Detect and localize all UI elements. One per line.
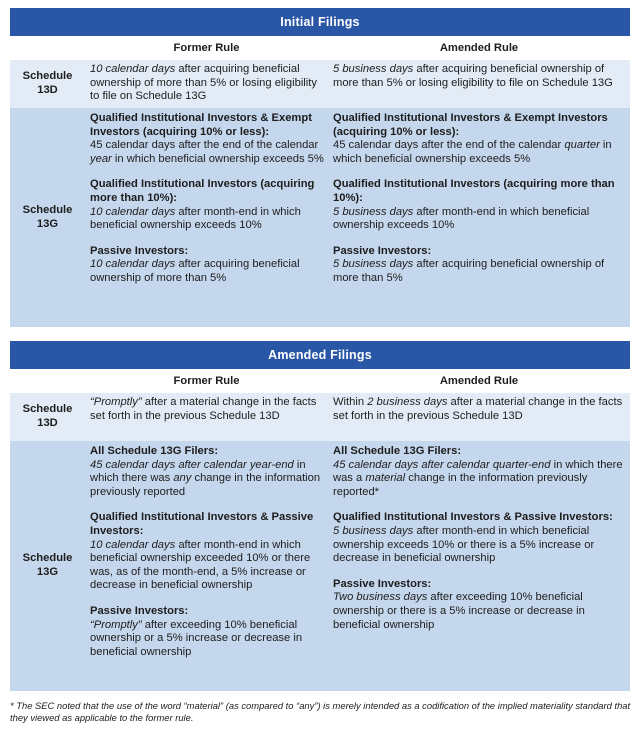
emphasized-text: “Promptly” [90,618,142,631]
investor-category-heading: Qualified Institutional Investors & Exempt Investors (acquiring 10% or less): [333,112,608,138]
rule-text [90,206,328,233]
text-run: after month-end in which beneficial ownership exceeded 10% or there was, as of the month-end, a 5% increase or decrease in beneficial ownership [90,538,311,592]
investor-category-heading: Qualified Institutional Investors (acquiring more than 10%): [90,178,315,204]
text-run: Within [333,396,368,408]
rule-block [90,112,328,166]
former-rule-cell [85,60,328,108]
investor-category-heading: Qualified Institutional Investors & Exempt Investors (acquiring 10% or less): [90,112,312,138]
emphasized-text: 5 business days [333,258,414,271]
former-rule-header: Former Rule [173,42,240,54]
rule-block [90,511,328,593]
amended-filings-header [10,369,630,393]
rule-block [333,178,630,232]
emphasized-text: “Promptly” [90,396,142,408]
emphasized-text: 45 calendar days after calendar year-end [90,458,294,471]
text-run: after exceeding 10% beneficial ownership or there is a 5% increase or decrease in beneficial ownership [333,591,585,631]
rule-block [90,396,328,423]
initial-filings-header [10,36,630,60]
rule-block [90,445,328,499]
rule-text [333,459,630,500]
rule-text [90,396,328,423]
text-run: after a material change in the facts set forth in the previous Schedule 13D [333,396,623,422]
text-run: after acquiring beneficial ownership of more than 5% [90,258,300,284]
text-run: 45 calendar days after the end of the calendar [333,139,565,152]
rule-text [333,396,630,423]
initial-filings-table [10,8,630,327]
emphasized-text: 10 calendar days [90,538,176,551]
amended-rule-cell [328,441,630,691]
emphasized-text: 5 business days [333,63,414,75]
table-row-schedule-13d [10,60,630,108]
rule-text [90,258,328,285]
emphasized-text: 45 calendar days after calendar quarter-end [333,458,551,471]
row-label: Schedule 13D [22,70,73,96]
rule-text [90,63,328,104]
text-run: after exceeding 10% beneficial ownership or a 5% increase or decrease in beneficial ownership [90,618,303,658]
rule-text [333,206,630,233]
rule-block [90,245,328,286]
investor-category-heading: Passive Investors: [90,244,189,257]
table-row-schedule-13g [10,108,630,327]
former-rule-cell [85,393,328,441]
emphasized-text: 10 calendar days [90,205,176,218]
former-rule-cell [85,441,328,691]
investor-category-heading: Qualified Institutional Investors & Passive Investors: [333,511,613,524]
initial-filings-title: Initial Filings [10,8,630,36]
amended-rule-cell [328,60,630,108]
text-run: after acquiring beneficial ownership of more than 5% [333,258,605,284]
former-rule-header: Former Rule [173,375,240,387]
rule-block [90,605,328,659]
text-run: after month-end in which beneficial ownership exceeds 10% or there is a 5% increase or decrease in beneficial ownership [333,524,595,565]
emphasized-text: 5 business days [333,524,414,537]
amended-rule-cell [328,108,630,327]
rule-block [333,445,630,499]
text-run: after a material change in the facts set forth in the previous Schedule 13D [90,396,317,422]
rule-text [333,63,630,90]
amended-rule-header: Amended Rule [439,42,519,54]
rule-block [333,396,630,423]
rule-text [333,139,630,166]
emphasized-text: year [90,152,112,165]
emphasized-text: any [173,472,192,485]
amended-filings-table [10,341,630,691]
amended-rule-header: Amended Rule [439,375,519,387]
text-run: 45 calendar days after the end of the calendar [90,139,319,152]
rule-text [333,258,630,285]
rule-block [333,245,630,286]
rule-block [90,63,328,104]
rule-text [333,591,630,632]
emphasized-text: Two business days [333,591,428,604]
rule-text [90,139,328,166]
text-run: in which beneficial ownership exceeds 5% [111,152,324,165]
investor-category-heading: All Schedule 13G Filers: [333,445,462,457]
rule-text [90,539,328,593]
emphasized-text: 2 business days [367,396,448,408]
row-label: Schedule 13D [22,403,73,429]
emphasized-text: material [365,472,406,485]
investor-category-heading: Passive Investors: [333,577,432,590]
text-run: in which beneficial ownership exceeds 5% [333,139,612,165]
text-run: after month-end in which beneficial ownership exceeds 10% [333,205,590,232]
emphasized-text: quarter [564,139,600,152]
rule-block [333,63,630,90]
investor-category-heading: Qualified Institutional Investors (acquiring more than 10%): [333,178,615,204]
rule-text [333,525,630,566]
text-run: in which there was [90,458,306,485]
text-run: after acquiring beneficial ownership of more than 5% or losing eligibility to file on Schedule 13G [90,63,317,103]
investor-category-heading: Passive Investors: [333,244,432,257]
emphasized-text: 5 business days [333,205,414,218]
text-run: in which there was a [333,458,623,485]
former-rule-cell [85,108,328,327]
table-row-schedule-13d [10,393,630,441]
row-label: Schedule 13G [22,552,73,578]
row-label: Schedule 13G [22,203,73,230]
text-run: after month-end in which beneficial ownership exceeds 10% [90,205,301,232]
rule-block [90,178,328,232]
emphasized-text: 10 calendar days [90,258,176,271]
rule-text [90,459,328,500]
investor-category-heading: Qualified Institutional Investors & Passive Investors: [90,511,314,537]
text-run: after acquiring beneficial ownership of more than 5% or losing eligibility to file on Schedule 13G [333,63,613,89]
footnote: * The SEC noted that the use of the word “material” (as compared to “any”) is merely intended as a codification of the implied materiality standard that they viewed as applicable to the former rule. [10,700,631,723]
emphasized-text: 10 calendar days [90,63,176,75]
amended-filings-title: Amended Filings [10,341,630,369]
rule-block [333,112,630,166]
investor-category-heading: All Schedule 13G Filers: [90,445,219,457]
rule-block [333,578,630,632]
investor-category-heading: Passive Investors: [90,604,189,617]
rule-text [90,619,328,660]
text-run: change in the information previously reported* [333,472,588,498]
rule-block [333,511,630,565]
table-row-schedule-13g [10,441,630,691]
text-run: change in the information previously reported [90,472,321,498]
amended-rule-cell [328,393,630,441]
